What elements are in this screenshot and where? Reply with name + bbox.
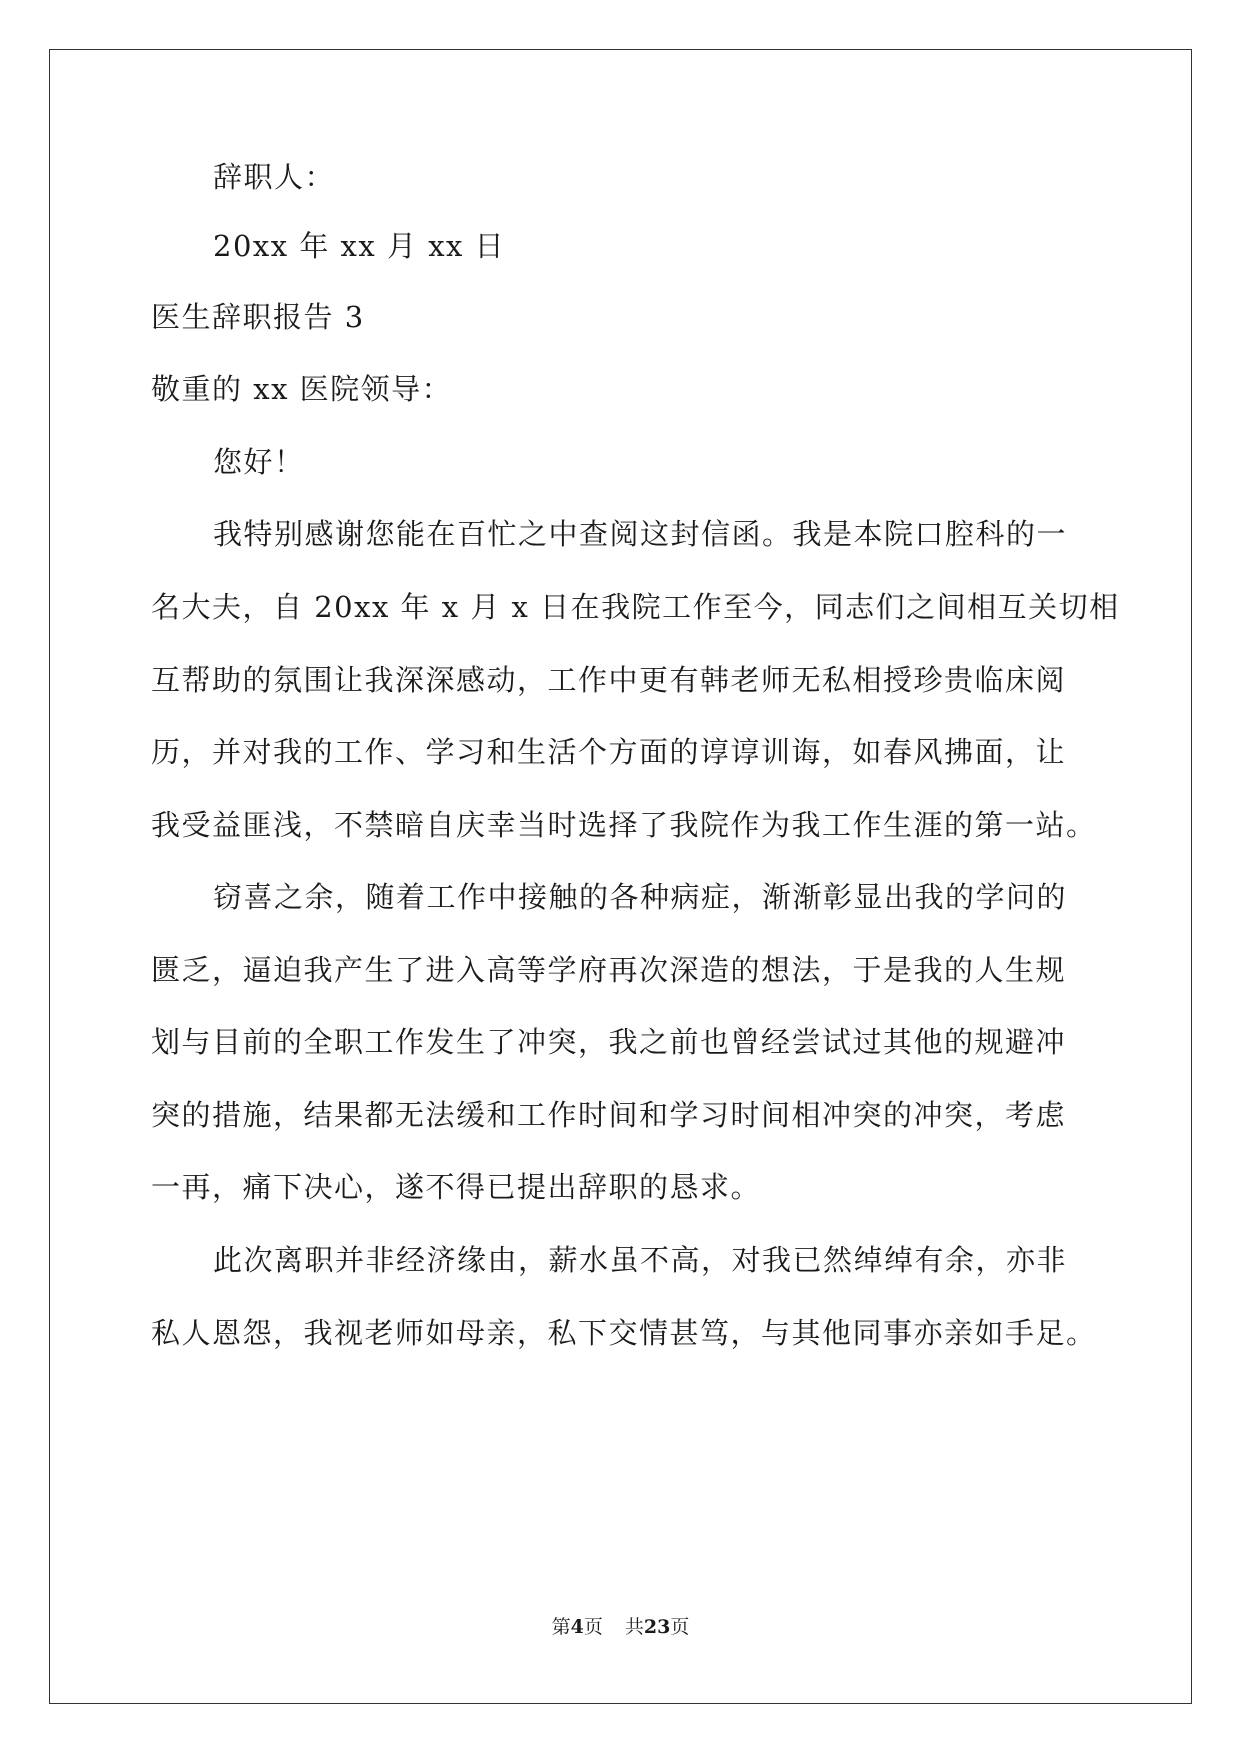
total-suffix: 页 xyxy=(670,1616,690,1638)
paragraph-1-line: 互帮助的氛围让我深深感动，工作中更有韩老师无私相授珍贵临床阅 xyxy=(151,663,1067,697)
signatory-label: 辞职人： xyxy=(213,160,336,194)
total-page-count: 23 xyxy=(643,1616,671,1638)
current-page-number: 4 xyxy=(570,1616,584,1638)
paragraph-3-line: 此次离职并非经济缘由，薪水虽不高，对我已然绰绰有余，亦非 xyxy=(213,1243,1068,1277)
page-footer xyxy=(0,1618,1241,1637)
paragraph-2-line: 窃喜之余，随着工作中接触的各种病症，渐渐彰显出我的学问的 xyxy=(213,880,1068,914)
section-title: 医生辞职报告 3 xyxy=(151,300,365,334)
total-prefix: 共 xyxy=(624,1616,644,1638)
page-border xyxy=(49,49,1192,1704)
paragraph-2-line: 突的措施，结果都无法缓和工作时间和学习时间相冲突的冲突，考虑 xyxy=(151,1098,1067,1132)
paragraph-3-line: 私人恩怨，我视老师如母亲，私下交情甚笃，与其他同事亦亲如手足。 xyxy=(151,1316,1097,1350)
paragraph-1-line: 名大夫，自 20xx 年 x 月 x 日在我院工作至今，同志们之间相互关切相 xyxy=(151,590,1120,624)
greeting: 您好！ xyxy=(213,445,305,479)
date-line: 20xx 年 xx 月 xx 日 xyxy=(213,229,506,263)
paragraph-1-line: 我受益匪浅，不禁暗自庆幸当时选择了我院作为我工作生涯的第一站。 xyxy=(151,808,1097,842)
paragraph-1-line: 历，并对我的工作、学习和生活个方面的谆谆训诲，如春风拂面，让 xyxy=(151,735,1067,769)
paragraph-2-line: 一再，痛下决心，遂不得已提出辞职的恳求。 xyxy=(151,1170,762,1204)
paragraph-2-line: 匮乏，逼迫我产生了进入高等学府再次深造的想法，于是我的人生规 xyxy=(151,953,1067,987)
paragraph-2-line: 划与目前的全职工作发生了冲突，我之前也曾经尝试过其他的规避冲 xyxy=(151,1025,1067,1059)
page-prefix: 第 xyxy=(551,1616,571,1638)
page-suffix: 页 xyxy=(583,1616,603,1638)
paragraph-1-line: 我特别感谢您能在百忙之中查阅这封信函。我是本院口腔科的一 xyxy=(213,517,1068,551)
salutation: 敬重的 xx 医院领导： xyxy=(151,372,453,406)
